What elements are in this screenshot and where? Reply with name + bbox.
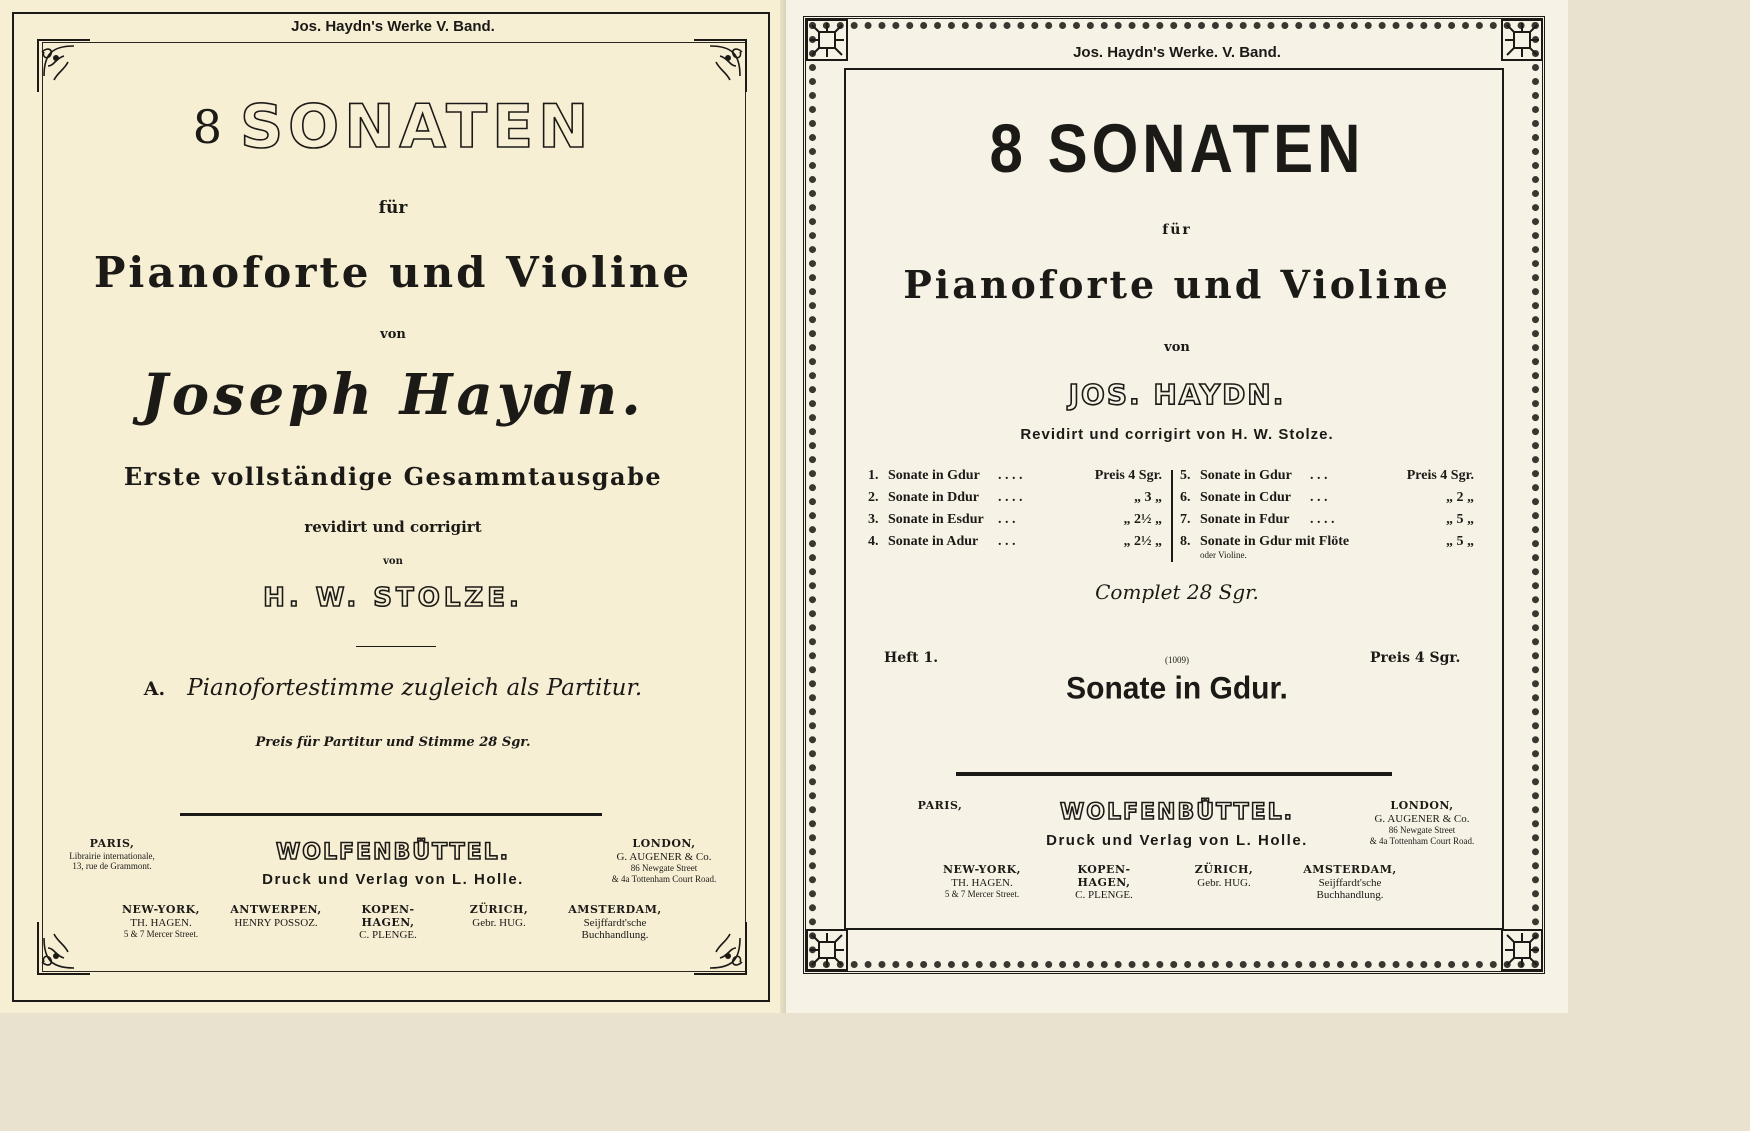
sonata-name: Sonate in Ddur xyxy=(888,490,980,505)
von-label: von xyxy=(1164,340,1190,355)
divider xyxy=(356,646,436,647)
agent-city: LONDON, xyxy=(1390,799,1454,812)
sonata-dots: . . . xyxy=(998,534,1016,549)
agent-amsterdam xyxy=(1294,864,1406,902)
sonata-price: „ 2½ „ xyxy=(1123,534,1162,549)
title-word: SONATEN xyxy=(239,92,594,162)
ornament-corner-icon xyxy=(690,918,750,978)
agent-city: AMSTERDAM, xyxy=(568,903,662,916)
left-title-page xyxy=(0,0,786,1013)
agent-line: & 4a Tottenham Court Road. xyxy=(611,873,717,884)
agent-city: NEW-YORK, xyxy=(942,863,1021,876)
series-header: Jos. Haydn's Werke. V. Band. xyxy=(1073,44,1281,61)
agent-line: G. AUGENER & Co. xyxy=(616,850,712,863)
agent-line: Librairie internationale, xyxy=(69,850,155,861)
sonata-name: Sonate in Adur xyxy=(888,534,979,549)
part-title: Pianofortestimme zugleich als Partitur. xyxy=(187,675,643,701)
sonata-number: 5. xyxy=(1180,468,1191,483)
sonata-number: 3. xyxy=(868,512,879,527)
agent-line: 86 Newgate Street xyxy=(630,863,698,874)
agent-line: Gebr. HUG. xyxy=(1197,876,1251,889)
heavy-rule xyxy=(956,772,1392,776)
fuer-label: für xyxy=(378,198,408,218)
sonata-dots: . . . xyxy=(998,512,1016,527)
price-line: Preis für Partitur und Stimme 28 Sgr. xyxy=(255,735,531,750)
heft-price: Preis 4 Sgr. xyxy=(1370,650,1461,666)
sonata-name: Sonate in Gdur xyxy=(888,468,980,483)
sonata-number: 8. xyxy=(1180,534,1191,549)
agent-line: C. PLENGE. xyxy=(359,929,417,942)
agent-city: PARIS, xyxy=(917,799,963,812)
agent-city: ZÜRICH, xyxy=(1194,863,1254,876)
edition-subtitle: Erste vollständige Gesammtausgabe xyxy=(123,462,663,491)
list-separator xyxy=(1171,470,1173,562)
plate-number: (1009) xyxy=(1165,655,1189,665)
sonata-list-left xyxy=(868,468,1168,568)
agent-zurich xyxy=(1184,864,1264,889)
editor-name: H. W. STOLZE. xyxy=(263,583,523,613)
sonata-price: „ 5 „ xyxy=(1446,512,1474,527)
ornament-corner-icon xyxy=(690,36,750,96)
part-letter: A. xyxy=(143,678,166,700)
sonata-number: 2. xyxy=(868,490,879,505)
ornament-corner-icon xyxy=(34,918,94,978)
agent-city: PARIS, xyxy=(89,837,135,850)
ornament-corner-icon xyxy=(1499,927,1545,973)
instruments-line: Pianoforte und Violine xyxy=(93,248,693,297)
right-title-page xyxy=(786,0,1568,1013)
composer-name: JOS. HAYDN. xyxy=(1068,378,1286,411)
agent-line: 13, rue de Grammont. xyxy=(72,860,152,871)
agent-amsterdam xyxy=(556,904,674,942)
sonata-title: Sonate in Gdur. xyxy=(1066,671,1288,706)
sonata-dots: . . . . xyxy=(998,468,1023,483)
heft-number: Heft 1. xyxy=(884,650,939,666)
sonata-dots: . . . xyxy=(1310,490,1328,505)
agent-city: NEW-YORK, xyxy=(121,903,200,916)
ornament-corner-icon xyxy=(804,927,850,973)
sonata-dots: . . . xyxy=(1310,468,1328,483)
part-line xyxy=(0,675,786,701)
sonata-number: 1. xyxy=(868,468,879,483)
sonata-price: Preis 4 Sgr. xyxy=(1406,468,1474,483)
sonata-number: 7. xyxy=(1180,512,1191,527)
agent-line: & 4a Tottenham Court Road. xyxy=(1369,835,1475,846)
agent-kopenhagen xyxy=(1062,864,1146,902)
agent-city: AMSTERDAM, xyxy=(1303,863,1397,876)
fuer-label: für xyxy=(1162,222,1192,238)
publisher-city: WOLFENBÜTTEL. xyxy=(275,840,510,865)
sonata-name: Sonate in Fdur xyxy=(1200,512,1290,527)
title-number: 8 xyxy=(192,100,222,154)
sonata-number: 4. xyxy=(868,534,879,549)
agent-zurich xyxy=(454,904,544,929)
sonata-note: oder Violine. xyxy=(1200,550,1247,560)
agent-city: HAGEN, xyxy=(1077,875,1131,889)
von-label: von xyxy=(383,556,403,567)
sonata-price: „ 2½ „ xyxy=(1123,512,1162,527)
sonata-dots: . . . . xyxy=(998,490,1023,505)
agent-kopenhagen xyxy=(350,904,426,942)
agent-city: ANTWERPEN, xyxy=(230,903,322,916)
series-header: Jos. Haydn's Werke V. Band. xyxy=(291,18,495,35)
agent-newyork xyxy=(932,864,1032,900)
agent-line: Seijffardt'sche xyxy=(583,916,647,929)
agent-line: TH. HAGEN. xyxy=(951,876,1013,889)
sonata-name: Sonate in Gdur xyxy=(1200,468,1292,483)
sonata-list-right xyxy=(1180,468,1480,568)
agent-line: 86 Newgate Street xyxy=(1388,825,1456,836)
composer-name: Joseph Haydn. xyxy=(141,362,645,428)
sonata-dots: . . . . xyxy=(1310,512,1335,527)
publisher-line: Druck und Verlag von L. Holle. xyxy=(1046,832,1308,849)
agent-london xyxy=(604,838,724,884)
publisher-city: WOLFENBÜTTEL. xyxy=(1059,800,1294,825)
agent-city: KOPEN- xyxy=(1077,863,1131,876)
ornament-corner-icon xyxy=(34,36,94,96)
agent-city: LONDON, xyxy=(632,837,696,850)
agent-newyork xyxy=(106,904,216,940)
revised-line: Revidirt und corrigirt von H. W. Stolze. xyxy=(1020,426,1334,443)
agent-line: Buchhandlung. xyxy=(581,929,649,942)
von-label: von xyxy=(380,327,406,342)
agent-city: HAGEN, xyxy=(361,915,415,929)
agent-line: G. AUGENER & Co. xyxy=(1374,812,1470,825)
revised-label: revidirt und corrigirt xyxy=(304,518,482,536)
agent-line: Gebr. HUG. xyxy=(472,916,526,929)
agent-line: Buchhandlung. xyxy=(1316,889,1384,902)
instruments-line: Pianoforte und Violine xyxy=(903,262,1451,307)
heavy-rule xyxy=(180,813,602,816)
complete-price: Complet 28 Sgr. xyxy=(1095,580,1259,604)
sonata-price: Preis 4 Sgr. xyxy=(1094,468,1162,483)
agent-line: Seijffardt'sche xyxy=(1318,876,1382,889)
sonata-name: Sonate in Esdur xyxy=(888,512,984,527)
agent-city: KOPEN- xyxy=(361,903,415,916)
sonata-price: „ 2 „ xyxy=(1446,490,1474,505)
agent-line: 5 & 7 Mercer Street. xyxy=(123,929,199,940)
sonata-price: „ 3 „ xyxy=(1134,490,1162,505)
main-title xyxy=(0,92,786,162)
inner-frame xyxy=(42,42,746,972)
agent-line: TH. HAGEN. xyxy=(130,916,192,929)
sonata-price: „ 5 „ xyxy=(1446,534,1474,549)
agent-london xyxy=(1362,800,1482,846)
sonata-name: Sonate in Gdur mit Flöte xyxy=(1200,534,1350,549)
sonata-name: Sonate in Cdur xyxy=(1200,490,1292,505)
agent-city: ZÜRICH, xyxy=(469,903,529,916)
main-title: 8 SONATEN xyxy=(989,109,1365,188)
agent-antwerpen xyxy=(216,904,336,929)
agent-line: 5 & 7 Mercer Street. xyxy=(944,889,1020,900)
agent-line: HENRY POSSOZ. xyxy=(234,916,318,929)
agent-line: C. PLENGE. xyxy=(1075,889,1133,902)
publisher-line: Druck und Verlag von L. Holle. xyxy=(262,871,524,888)
sonata-number: 6. xyxy=(1180,490,1191,505)
